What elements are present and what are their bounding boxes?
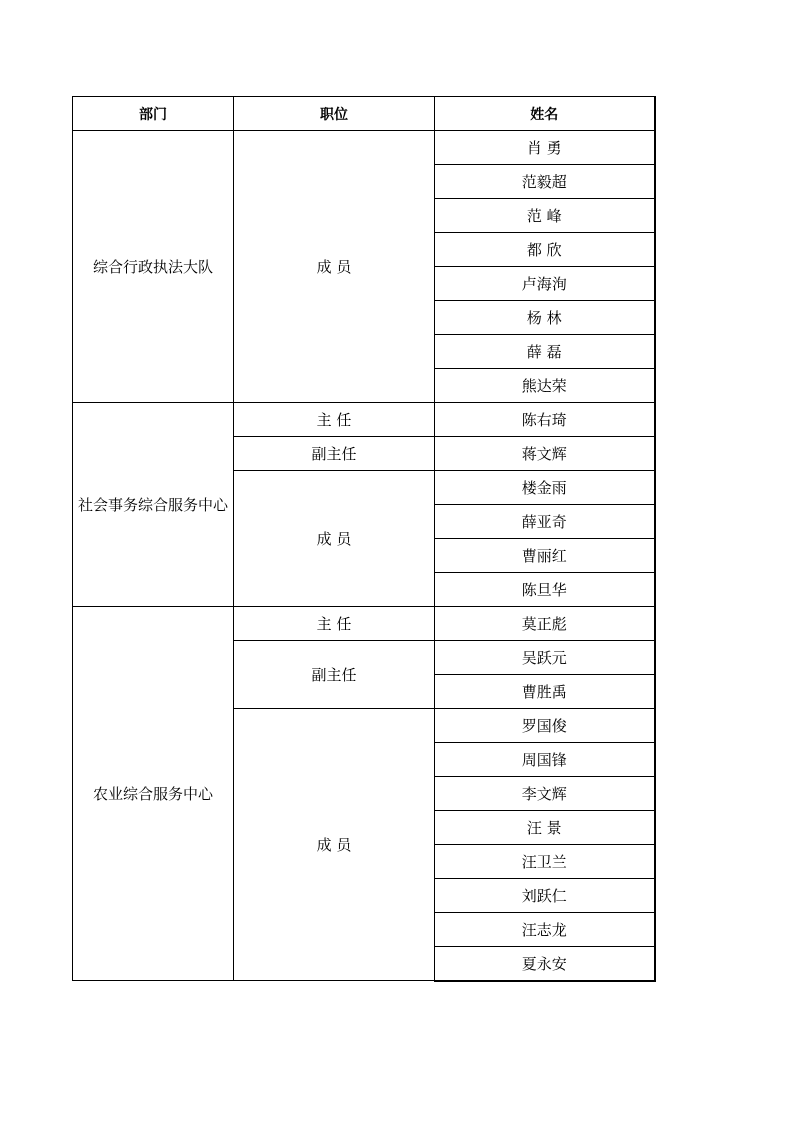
name-cell: 吴跃元 — [435, 641, 655, 675]
name-cell: 薛 磊 — [435, 335, 655, 369]
position-cell: 主 任 — [234, 607, 435, 641]
name-cell: 汪卫兰 — [435, 845, 655, 879]
name-cell: 陈右琦 — [435, 403, 655, 437]
name-cell: 周国锋 — [435, 743, 655, 777]
name-cell: 都 欣 — [435, 233, 655, 267]
name-cell: 范 峰 — [435, 199, 655, 233]
position-cell: 成 员 — [234, 709, 435, 981]
name-cell: 莫正彪 — [435, 607, 655, 641]
department-cell: 综合行政执法大队 — [73, 131, 234, 403]
position-cell: 副主任 — [234, 437, 435, 471]
header-department: 部门 — [73, 97, 234, 131]
name-cell: 杨 林 — [435, 301, 655, 335]
name-cell: 罗国俊 — [435, 709, 655, 743]
name-cell: 卢海洵 — [435, 267, 655, 301]
department-cell: 农业综合服务中心 — [73, 607, 234, 981]
header-row — [73, 97, 655, 131]
department-cell: 社会事务综合服务中心 — [73, 403, 234, 607]
name-cell: 李文辉 — [435, 777, 655, 811]
table-row — [73, 131, 655, 165]
name-cell: 夏永安 — [435, 947, 655, 981]
name-cell: 曹丽红 — [435, 539, 655, 573]
position-cell: 副主任 — [234, 641, 435, 709]
name-cell: 汪志龙 — [435, 913, 655, 947]
table-row — [73, 607, 655, 641]
staff-roster-table — [72, 96, 656, 982]
name-cell: 肖 勇 — [435, 131, 655, 165]
name-cell: 熊达荣 — [435, 369, 655, 403]
header-name: 姓名 — [435, 97, 655, 131]
name-cell: 曹胜禹 — [435, 675, 655, 709]
name-cell: 范毅超 — [435, 165, 655, 199]
position-cell: 成 员 — [234, 131, 435, 403]
name-cell: 刘跃仁 — [435, 879, 655, 913]
roster-body — [73, 131, 655, 981]
name-cell: 薛亚奇 — [435, 505, 655, 539]
header-position: 职位 — [234, 97, 435, 131]
name-cell: 陈旦华 — [435, 573, 655, 607]
position-cell: 主 任 — [234, 403, 435, 437]
name-cell: 蒋文辉 — [435, 437, 655, 471]
position-cell: 成 员 — [234, 471, 435, 607]
table-row — [73, 403, 655, 437]
name-cell: 楼金雨 — [435, 471, 655, 505]
name-cell: 汪 景 — [435, 811, 655, 845]
